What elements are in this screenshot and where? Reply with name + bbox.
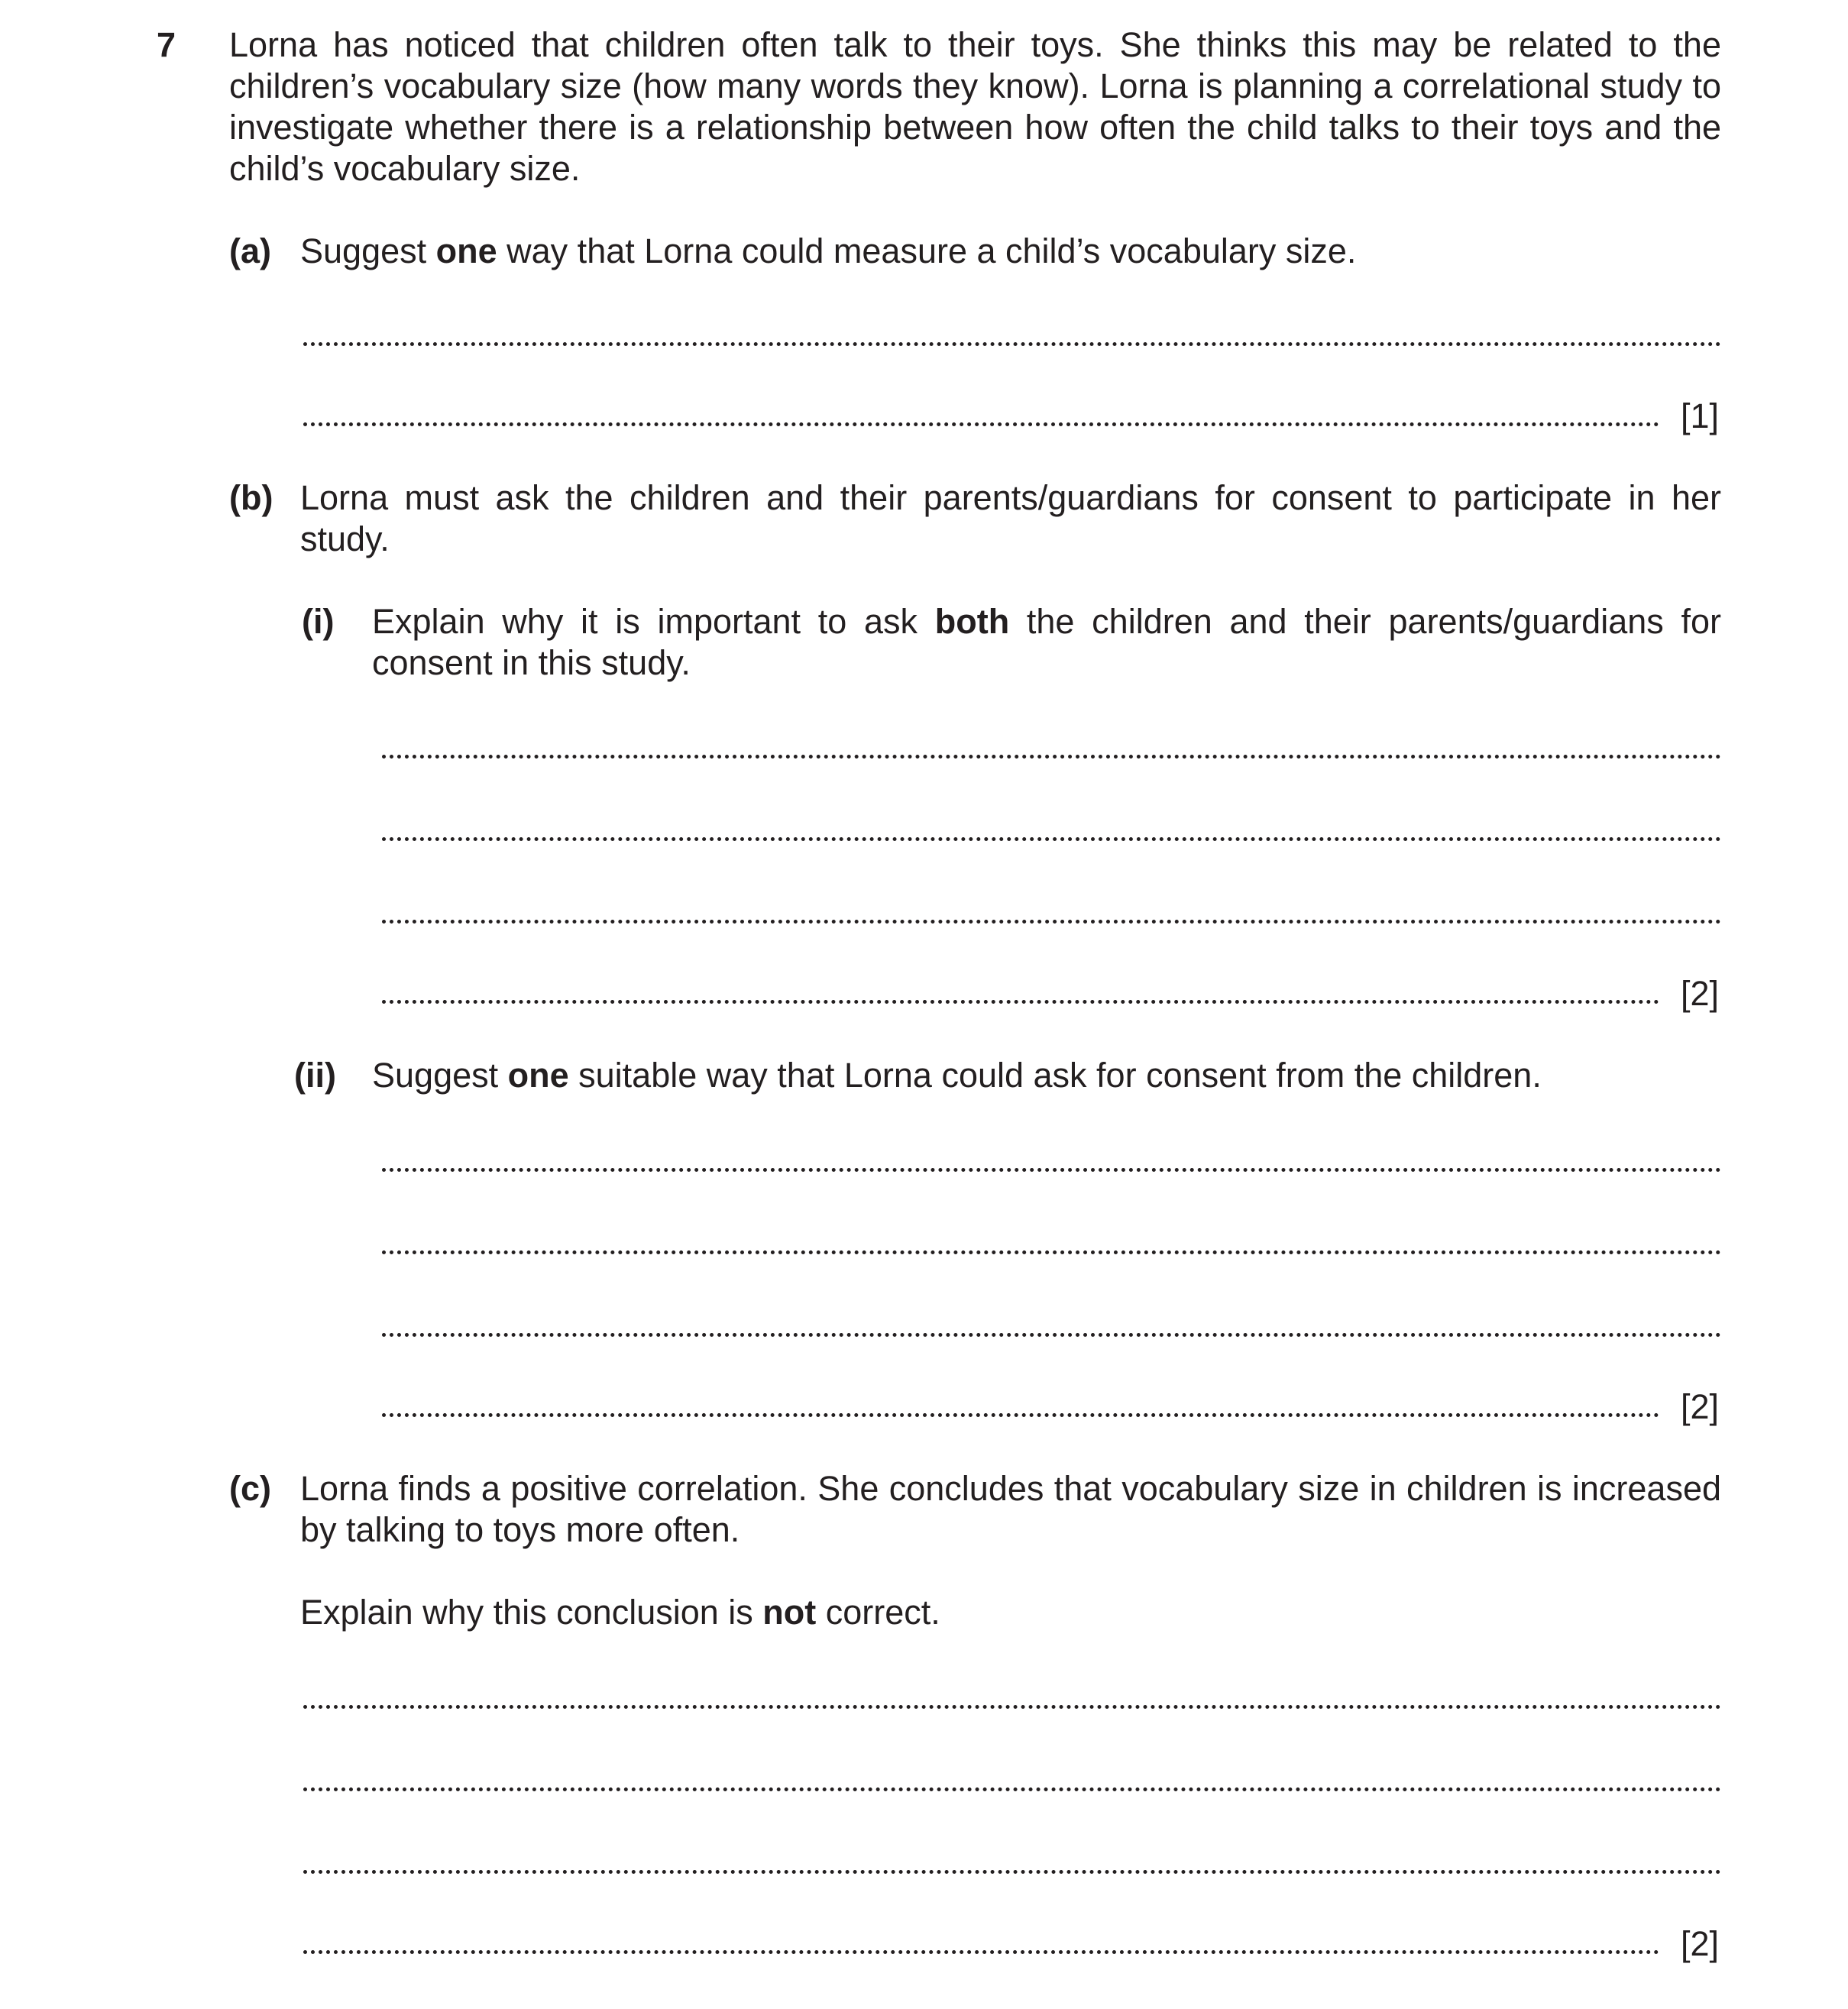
part-b-ii-text-after: suitable way that Lorna could ask for consent from the children. [568, 1056, 1542, 1095]
part-b-i-text-bold: both [934, 602, 1010, 641]
part-b-ii-label: (ii) [294, 1056, 336, 1095]
answer-line-b-ii-2[interactable] [382, 1250, 1721, 1254]
part-b-label: (b) [229, 478, 273, 517]
question-intro: Lorna has noticed that children often talk to their toys. She thinks this may be related to the children’s vocabulary size (how many words they know). Lorna is planning a correlational study to investigate whether there is a relationship between how often the child talks to their toys and the child’s vocabulary size. [229, 25, 1721, 188]
part-c-label: (c) [229, 1469, 271, 1508]
answer-line-b-i-3[interactable] [382, 920, 1721, 924]
answer-line-b-ii-1[interactable] [382, 1168, 1721, 1172]
part-b-i-prompt [372, 601, 1721, 684]
part-b-ii-prompt [372, 1055, 1721, 1096]
part-b-i-text-after: the children and their parents/guardians for consent in this study. [372, 602, 1721, 682]
part-a-label: (a) [229, 231, 271, 270]
part-b-text: Lorna must ask the children and their parents/guardians for consent to participate in her study. [300, 478, 1721, 558]
answer-line-b-ii-3[interactable] [382, 1333, 1721, 1337]
part-b-i-label: (i) [302, 602, 335, 641]
marks-b-i: [2] [1681, 974, 1720, 1013]
answer-line-c-2[interactable] [303, 1787, 1721, 1791]
part-a-prompt [300, 231, 1721, 272]
part-b-i-text-before: Explain why it is important to ask [372, 602, 935, 641]
part-a-text-after: way that Lorna could measure a child’s vocabulary size. [497, 231, 1357, 270]
answer-line-b-ii-4[interactable] [382, 1413, 1659, 1417]
part-c-instruction-before: Explain why this conclusion is [300, 1593, 763, 1632]
part-c-text: Lorna finds a positive correlation. She concludes that vocabulary size in children is increased by talking to toys more often. [300, 1469, 1721, 1549]
answer-line-b-i-2[interactable] [382, 837, 1721, 841]
part-c-instruction-bold: not [762, 1593, 817, 1632]
part-c-instruction [300, 1592, 1721, 1633]
answer-line-c-3[interactable] [303, 1870, 1721, 1874]
answer-line-c-1[interactable] [303, 1705, 1721, 1709]
answer-line-b-i-4[interactable] [382, 1000, 1659, 1004]
marks-c: [2] [1681, 1924, 1720, 1963]
part-a-text-bold: one [435, 231, 497, 270]
part-c-instruction-after: correct. [816, 1593, 940, 1632]
answer-line-c-4[interactable] [303, 1950, 1659, 1954]
marks-a: [1] [1681, 396, 1720, 435]
part-a-text-before: Suggest [300, 231, 436, 270]
answer-line-a-2[interactable] [303, 422, 1659, 426]
answer-line-a-1[interactable] [303, 342, 1721, 346]
marks-b-ii: [2] [1681, 1387, 1720, 1426]
answer-line-b-i-1[interactable] [382, 755, 1721, 759]
part-b-ii-text-before: Suggest [372, 1056, 508, 1095]
question-number: 7 [157, 25, 176, 64]
part-b-ii-text-bold: one [507, 1056, 569, 1095]
